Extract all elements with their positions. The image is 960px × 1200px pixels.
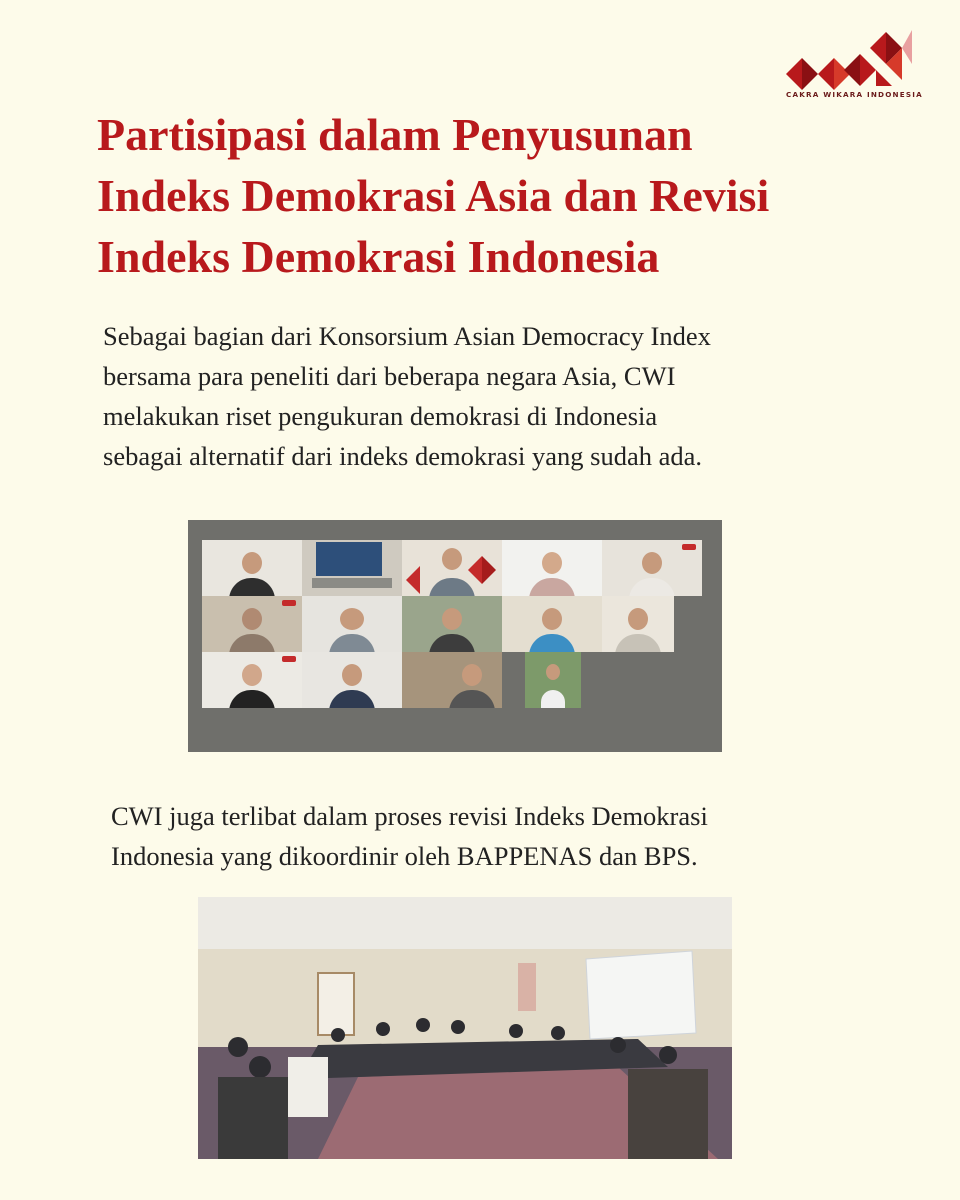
participant-tile (302, 540, 402, 596)
participant-tile (302, 596, 402, 652)
participant-tile (502, 540, 602, 596)
paragraph-line: Indonesia yang dikoordinir oleh BAPPENAS dan BPS. (111, 841, 698, 871)
cwi-logo (786, 28, 923, 104)
participant-tile (402, 596, 502, 652)
participant-tile (202, 596, 302, 652)
participant-tile (202, 652, 302, 708)
participant-tile (525, 652, 581, 708)
meeting-room-photo (198, 897, 732, 1159)
participant-tile (202, 540, 302, 596)
participant-tile (602, 540, 702, 596)
intro-paragraph (103, 316, 863, 476)
paragraph-line: Sebagai bagian dari Konsorsium Asian Democracy Index (103, 321, 711, 351)
title-line: Indeks Demokrasi Indonesia (97, 231, 660, 282)
title-line: Indeks Demokrasi Asia dan Revisi (97, 170, 770, 221)
participant-tile (402, 540, 502, 596)
participant-tile (502, 596, 602, 652)
logo-mark-icon (786, 28, 916, 92)
paragraph-line: CWI juga terlibat dalam proses revisi Indeks Demokrasi (111, 801, 708, 831)
participant-tile (602, 596, 674, 652)
paragraph-line: melakukan riset pengukuran demokrasi di Indonesia (103, 401, 658, 431)
title-line: Partisipasi dalam Penyusunan (97, 109, 693, 160)
participant-tile (402, 652, 502, 708)
logo-text: CAKRA WIKARA INDONESIA (786, 90, 923, 99)
paragraph-line: sebagai alternatif dari indeks demokrasi yang sudah ada. (103, 441, 702, 471)
paragraph-line: bersama para peneliti dari beberapa negara Asia, CWI (103, 361, 676, 391)
participant-tile (302, 652, 402, 708)
zoom-meeting-photo (188, 520, 722, 752)
second-paragraph (111, 796, 871, 876)
page-title (97, 104, 897, 287)
meeting-scene-icon (198, 897, 732, 1159)
